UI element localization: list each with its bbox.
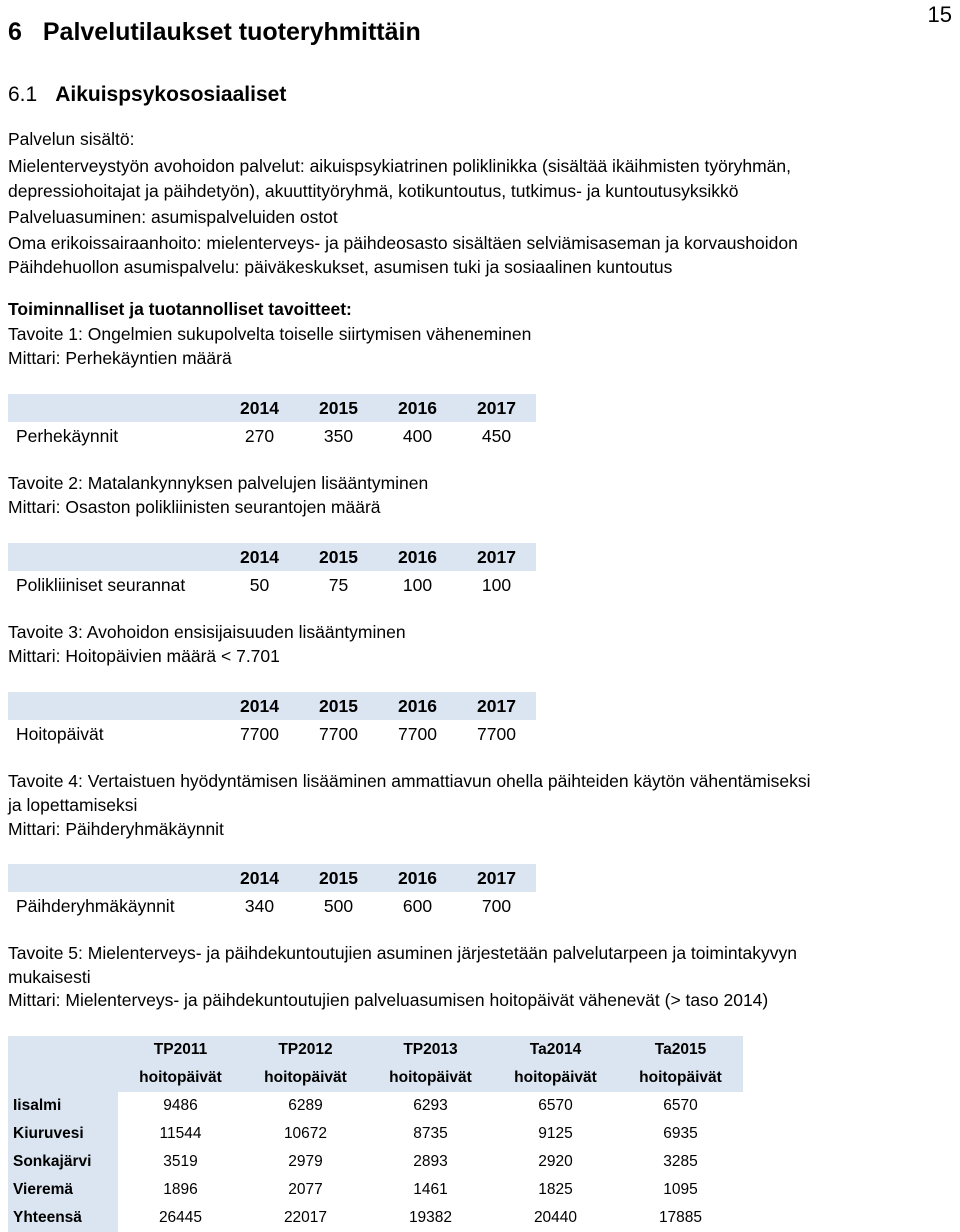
table-year: 2017 (457, 864, 536, 892)
table-header-row (8, 394, 536, 422)
table-year: 2016 (378, 864, 457, 892)
service-content-label: Palvelun sisältö: (8, 129, 135, 149)
table-cell: 6289 (288, 1097, 323, 1114)
goal-5-table (8, 1036, 743, 1232)
table-cell: 700 (481, 895, 512, 916)
table-cell: 9486 (163, 1097, 198, 1114)
table-row (8, 1092, 743, 1120)
table-header-empty (8, 692, 220, 720)
table-cell: 22017 (283, 1209, 328, 1226)
table-cell: 350 (323, 425, 354, 446)
section-heading (8, 83, 286, 107)
row-label: Kiuruvesi (8, 1120, 118, 1148)
table-cell: 9125 (538, 1125, 573, 1142)
table-year: 2014 (220, 543, 299, 571)
column-subheader: hoitopäivät (243, 1064, 368, 1092)
table-cell: 1095 (663, 1181, 698, 1198)
table-row (8, 720, 536, 748)
column-subheader: hoitopäivät (493, 1064, 618, 1092)
table-cell: 270 (244, 425, 275, 446)
table-header-row (8, 692, 536, 720)
table-year: 2016 (378, 543, 457, 571)
row-label: Päihderyhmäkäynnit (16, 895, 175, 916)
goal-4-meter: Mittari: Päihderyhmäkäynnit (8, 819, 224, 839)
table-cell: 100 (481, 574, 512, 595)
table-cell: 2920 (538, 1153, 573, 1170)
table-cell: 10672 (283, 1125, 328, 1142)
table-year: 2015 (299, 543, 378, 571)
goal-4-title-cont: ja lopettamiseksi (8, 795, 138, 815)
table-year: 2015 (299, 692, 378, 720)
goals-heading: Toiminnalliset ja tuotannolliset tavoitteet: (8, 299, 352, 319)
table-cell: 7700 (240, 723, 279, 744)
table-year: 2017 (457, 543, 536, 571)
table-row (8, 1176, 743, 1204)
table-cell: 1896 (163, 1181, 198, 1198)
column-subheader: hoitopäivät (618, 1064, 743, 1092)
table-cell: 6570 (538, 1097, 573, 1114)
table-cell: 400 (402, 425, 433, 446)
goal-4-title: Tavoite 4: Vertaistuen hyödyntämisen lisääminen ammattiavun ohella päihteiden käytön vähentämiseksi (8, 771, 811, 791)
goal-1-meter: Mittari: Perhekäyntien määrä (8, 348, 232, 368)
service-content-line: depressiohoitajat ja päihdetyön), akuuttityöryhmä, kotikuntoutus, tutkimus- ja kuntoutusyksikkö (8, 181, 739, 201)
table-cell: 8735 (413, 1125, 448, 1142)
goal-3-meter: Mittari: Hoitopäivien määrä < 7.701 (8, 646, 280, 666)
service-content-line: Mielenterveystyön avohoidon palvelut: aikuispsykiatrinen poliklinikka (sisältää ikäihmisten työryhmän, (8, 156, 792, 176)
table-year: 2014 (220, 394, 299, 422)
service-content-line: Oma erikoissairaanhoito: mielenterveys- ja päihdeosasto sisältäen selviämisaseman ja korvaushoidon (8, 233, 798, 253)
table-cell: 1461 (413, 1181, 448, 1198)
table-row (8, 571, 536, 599)
table-cell: 20440 (533, 1209, 578, 1226)
goal-1-title: Tavoite 1: Ongelmien sukupolvelta toiselle siirtymisen väheneminen (8, 324, 532, 344)
column-header: TP2011 (118, 1036, 243, 1064)
table-header-empty (8, 1064, 118, 1092)
table-header-empty (8, 864, 220, 892)
column-header: TP2012 (243, 1036, 368, 1064)
table-cell: 50 (249, 574, 270, 595)
row-label: Hoitopäivät (16, 723, 104, 744)
row-label: Polikliiniset seurannat (16, 574, 186, 595)
table-cell: 450 (481, 425, 512, 446)
table-cell: 19382 (408, 1209, 453, 1226)
table-header-empty (8, 543, 220, 571)
chapter-number: 6 (8, 18, 22, 46)
table-cell: 26445 (158, 1209, 203, 1226)
table-cell: 100 (402, 574, 433, 595)
page-number: 15 (927, 2, 952, 27)
table-year: 2016 (378, 692, 457, 720)
section-number: 6.1 (8, 83, 38, 106)
table-year: 2014 (220, 692, 299, 720)
column-header: Ta2014 (493, 1036, 618, 1064)
table-cell: 7700 (477, 723, 516, 744)
table-cell: 3519 (163, 1153, 198, 1170)
table-header-empty (8, 1036, 118, 1064)
table-header-row (8, 864, 536, 892)
table-cell: 75 (328, 574, 349, 595)
table-cell: 11544 (159, 1125, 202, 1142)
table-cell: 2893 (413, 1153, 448, 1170)
goal-4-table (8, 864, 536, 920)
table-cell: 6570 (663, 1097, 698, 1114)
row-label: Vieremä (8, 1176, 118, 1204)
row-label: Sonkajärvi (8, 1148, 118, 1176)
table-cell: 6935 (663, 1125, 698, 1142)
table-cell: 1825 (538, 1181, 573, 1198)
table-year: 2015 (299, 864, 378, 892)
goal-2-title: Tavoite 2: Matalankynnyksen palvelujen lisääntyminen (8, 473, 429, 493)
table-header-row (8, 543, 536, 571)
table-cell: 7700 (319, 723, 358, 744)
goal-2-table (8, 543, 536, 599)
row-label: Yhteensä (8, 1204, 118, 1232)
table-row (8, 892, 536, 920)
row-label: Perhekäynnit (16, 425, 119, 446)
table-year: 2016 (378, 394, 457, 422)
column-header: TP2013 (368, 1036, 493, 1064)
goal-1-table (8, 394, 536, 450)
table-cell: 500 (323, 895, 354, 916)
table-cell: 2077 (288, 1181, 323, 1198)
table-year: 2017 (457, 394, 536, 422)
chapter-heading (8, 18, 421, 47)
section-title: Aikuispsykososiaaliset (55, 83, 287, 106)
table-header-row (8, 1064, 743, 1092)
table-row (8, 422, 536, 450)
table-row (8, 1148, 743, 1176)
table-cell: 600 (402, 895, 433, 916)
table-year: 2017 (457, 692, 536, 720)
service-content-line: Päihdehuollon asumispalvelu: päiväkeskukset, asumisen tuki ja sosiaalinen kuntoutus (8, 257, 673, 277)
table-cell: 340 (244, 895, 275, 916)
goal-2-meter: Mittari: Osaston polikliinisten seurantojen määrä (8, 497, 381, 517)
goal-5-title-cont: mukaisesti (8, 967, 91, 987)
table-year: 2014 (220, 864, 299, 892)
chapter-title: Palvelutilaukset tuoteryhmittäin (42, 18, 421, 46)
service-content-line: Palveluasuminen: asumispalveluiden ostot (8, 207, 338, 227)
goal-3-table (8, 692, 536, 748)
row-label: Iisalmi (8, 1092, 118, 1120)
goal-3-title: Tavoite 3: Avohoidon ensisijaisuuden lisääntyminen (8, 622, 406, 642)
table-row (8, 1120, 743, 1148)
column-header: Ta2015 (618, 1036, 743, 1064)
goal-5-meter: Mittari: Mielenterveys- ja päihdekuntoutujien palveluasumisen hoitopäivät vähenevät (> taso 2014) (8, 990, 769, 1010)
table-cell: 6293 (413, 1097, 448, 1114)
table-year: 2015 (299, 394, 378, 422)
table-header-row (8, 1036, 743, 1064)
table-cell: 17885 (658, 1209, 703, 1226)
column-subheader: hoitopäivät (368, 1064, 493, 1092)
table-cell: 7700 (398, 723, 437, 744)
column-subheader: hoitopäivät (118, 1064, 243, 1092)
table-cell: 3285 (663, 1153, 698, 1170)
table-header-empty (8, 394, 220, 422)
table-cell: 2979 (288, 1153, 323, 1170)
goal-5-title: Tavoite 5: Mielenterveys- ja päihdekuntoutujien asuminen järjestetään palvelutarpeen ja toimintakyvyn (8, 943, 797, 963)
